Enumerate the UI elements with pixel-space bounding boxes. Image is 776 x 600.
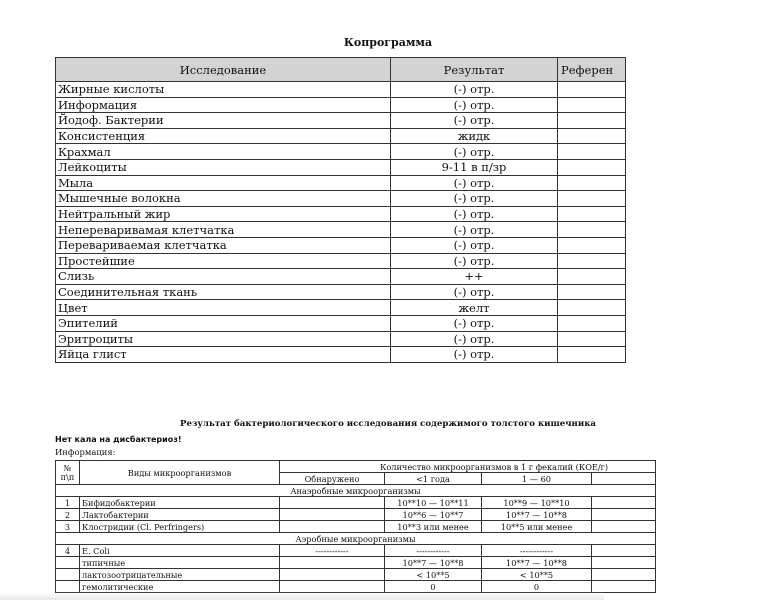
header-age1-60: 1 — 60 xyxy=(482,473,592,485)
study-reference xyxy=(558,97,626,113)
study-result: 9-11 в п/зр xyxy=(391,159,558,175)
study-result: (-) отр. xyxy=(391,253,558,269)
study-result: (-) отр. xyxy=(391,191,558,207)
bacteriology-title: Результат бактериологического исследования содержимого толстого кишечника xyxy=(180,419,596,429)
row-species: типичные xyxy=(80,557,280,569)
row-extra xyxy=(592,509,656,521)
study-result: (-) отр. xyxy=(391,284,558,300)
study-name: Консистенция xyxy=(56,128,391,144)
study-reference xyxy=(558,144,626,160)
study-result: (-) отр. xyxy=(391,175,558,191)
study-reference xyxy=(558,253,626,269)
study-name: Йодоф. Бактерии xyxy=(56,113,391,129)
study-reference xyxy=(558,284,626,300)
no-sample-note: Нет кала на дисбактериоз! xyxy=(55,435,182,444)
row-detected xyxy=(280,497,385,509)
study-result: (-) отр. xyxy=(391,331,558,347)
study-reference xyxy=(558,222,626,238)
row-detected xyxy=(280,509,385,521)
bottom-fade xyxy=(0,592,604,600)
row-species: E. Coli xyxy=(80,545,280,557)
row-num xyxy=(56,581,80,593)
study-name: Мышечные волокна xyxy=(56,191,391,207)
row-species: лактозоотрицательные xyxy=(80,569,280,581)
section-aerobic xyxy=(56,533,656,545)
coprogram-row xyxy=(56,113,626,129)
study-result: (-) отр. xyxy=(391,206,558,222)
study-reference xyxy=(558,206,626,222)
row-species: Лактобактерии xyxy=(80,509,280,521)
coprogram-table xyxy=(55,57,626,363)
table-row xyxy=(56,509,656,521)
study-name: Жирные кислоты xyxy=(56,82,391,98)
study-reference xyxy=(558,300,626,316)
header-species: Виды микроорганизмов xyxy=(80,461,280,485)
study-reference xyxy=(558,175,626,191)
row-under1: ------------ xyxy=(385,545,482,557)
coprogram-row xyxy=(56,269,626,285)
table-row xyxy=(56,521,656,533)
row-detected xyxy=(280,581,385,593)
info-label: Информация: xyxy=(55,447,116,457)
coprogram-header-row xyxy=(56,58,626,82)
study-result: (-) отр. xyxy=(391,237,558,253)
row-age1-60: 10**7 — 10**8 xyxy=(482,557,592,569)
study-result: (-) отр. xyxy=(391,315,558,331)
header-study: Исследование xyxy=(56,58,391,82)
header-under1: <1 года xyxy=(385,473,482,485)
coprogram-row xyxy=(56,128,626,144)
study-reference xyxy=(558,315,626,331)
study-result: ++ xyxy=(391,269,558,285)
study-reference xyxy=(558,347,626,363)
study-result: (-) отр. xyxy=(391,113,558,129)
row-detected: ------------ xyxy=(280,545,385,557)
study-name: Слизь xyxy=(56,269,391,285)
coprogram-row xyxy=(56,284,626,300)
row-extra xyxy=(592,569,656,581)
study-name: Яйца глист xyxy=(56,347,391,363)
coprogram-row xyxy=(56,82,626,98)
table-row xyxy=(56,581,656,593)
study-name: Крахмал xyxy=(56,144,391,160)
study-reference xyxy=(558,159,626,175)
study-reference xyxy=(558,113,626,129)
table-row xyxy=(56,569,656,581)
row-under1: 0 xyxy=(385,581,482,593)
row-species: гемолитические xyxy=(80,581,280,593)
section-anaerobic xyxy=(56,485,656,497)
coprogram-row xyxy=(56,175,626,191)
coprogram-row xyxy=(56,237,626,253)
study-result: жидк xyxy=(391,128,558,144)
row-under1: 10**7 — 10**8 xyxy=(385,557,482,569)
table-row xyxy=(56,557,656,569)
coprogram-row xyxy=(56,300,626,316)
row-num: 3 xyxy=(56,521,80,533)
study-name: Перевариваемая клетчатка xyxy=(56,237,391,253)
header-reference: Референ xyxy=(558,58,626,82)
study-reference xyxy=(558,237,626,253)
coprogram-row xyxy=(56,206,626,222)
row-detected xyxy=(280,569,385,581)
coprogram-title: Копрограмма xyxy=(343,36,433,49)
row-detected xyxy=(280,521,385,533)
header-detected: Обнаружено xyxy=(280,473,385,485)
coprogram-row xyxy=(56,159,626,175)
row-age1-60: 10**7 — 10**8 xyxy=(482,509,592,521)
coprogram-row xyxy=(56,97,626,113)
row-under1: 10**6 — 10**7 xyxy=(385,509,482,521)
study-name: Нейтральный жир xyxy=(56,206,391,222)
coprogram-row xyxy=(56,331,626,347)
study-reference xyxy=(558,331,626,347)
row-age1-60: 0 xyxy=(482,581,592,593)
row-age1-60: 10**9 — 10**10 xyxy=(482,497,592,509)
study-result: (-) отр. xyxy=(391,222,558,238)
table-row xyxy=(56,497,656,509)
study-name: Цвет xyxy=(56,300,391,316)
study-name: Лейкоциты xyxy=(56,159,391,175)
row-species: Клостридии (Cl. Perfringers) xyxy=(80,521,280,533)
row-age1-60: < 10**5 xyxy=(482,569,592,581)
row-under1: 10**10 — 10**11 xyxy=(385,497,482,509)
header-quantity: Количество микроорганизмов в 1 г фекалий (КОЕ/г) xyxy=(280,461,656,473)
coprogram-row xyxy=(56,222,626,238)
coprogram-row xyxy=(56,315,626,331)
study-result: (-) отр. xyxy=(391,144,558,160)
study-result: (-) отр. xyxy=(391,82,558,98)
section-aerobic-label: Аэробные микроорганизмы xyxy=(56,533,656,545)
study-name: Соединительная ткань xyxy=(56,284,391,300)
study-name: Эпителий xyxy=(56,315,391,331)
row-num xyxy=(56,557,80,569)
row-extra xyxy=(592,557,656,569)
row-species: Бифидобактерии xyxy=(80,497,280,509)
study-reference xyxy=(558,82,626,98)
row-under1: < 10**5 xyxy=(385,569,482,581)
study-name: Информация xyxy=(56,97,391,113)
coprogram-row xyxy=(56,347,626,363)
study-name: Эритроциты xyxy=(56,331,391,347)
row-age1-60: 10**5 или менее xyxy=(482,521,592,533)
study-name: Мыла xyxy=(56,175,391,191)
header-result: Результат xyxy=(391,58,558,82)
section-anaerobic-label: Анаэробные микроорганизмы xyxy=(56,485,656,497)
study-reference xyxy=(558,269,626,285)
coprogram-row xyxy=(56,253,626,269)
row-age1-60: ------------ xyxy=(482,545,592,557)
study-reference xyxy=(558,128,626,144)
row-extra xyxy=(592,545,656,557)
bact-header-row-1 xyxy=(56,461,656,473)
row-under1: 10**3 или менее xyxy=(385,521,482,533)
study-result: (-) отр. xyxy=(391,97,558,113)
coprogram-row xyxy=(56,144,626,160)
row-extra xyxy=(592,497,656,509)
row-detected xyxy=(280,557,385,569)
row-extra xyxy=(592,581,656,593)
study-name: Простейшие xyxy=(56,253,391,269)
study-reference xyxy=(558,191,626,207)
header-num: № п\п xyxy=(56,461,80,485)
row-extra xyxy=(592,521,656,533)
study-result: (-) отр. xyxy=(391,347,558,363)
table-row xyxy=(56,545,656,557)
row-num: 2 xyxy=(56,509,80,521)
coprogram-row xyxy=(56,191,626,207)
bacteriology-table xyxy=(55,460,656,593)
row-num: 4 xyxy=(56,545,80,557)
study-result: желт xyxy=(391,300,558,316)
study-name: Непереваривамая клетчатка xyxy=(56,222,391,238)
row-num xyxy=(56,569,80,581)
header-extra xyxy=(592,473,656,485)
row-num: 1 xyxy=(56,497,80,509)
